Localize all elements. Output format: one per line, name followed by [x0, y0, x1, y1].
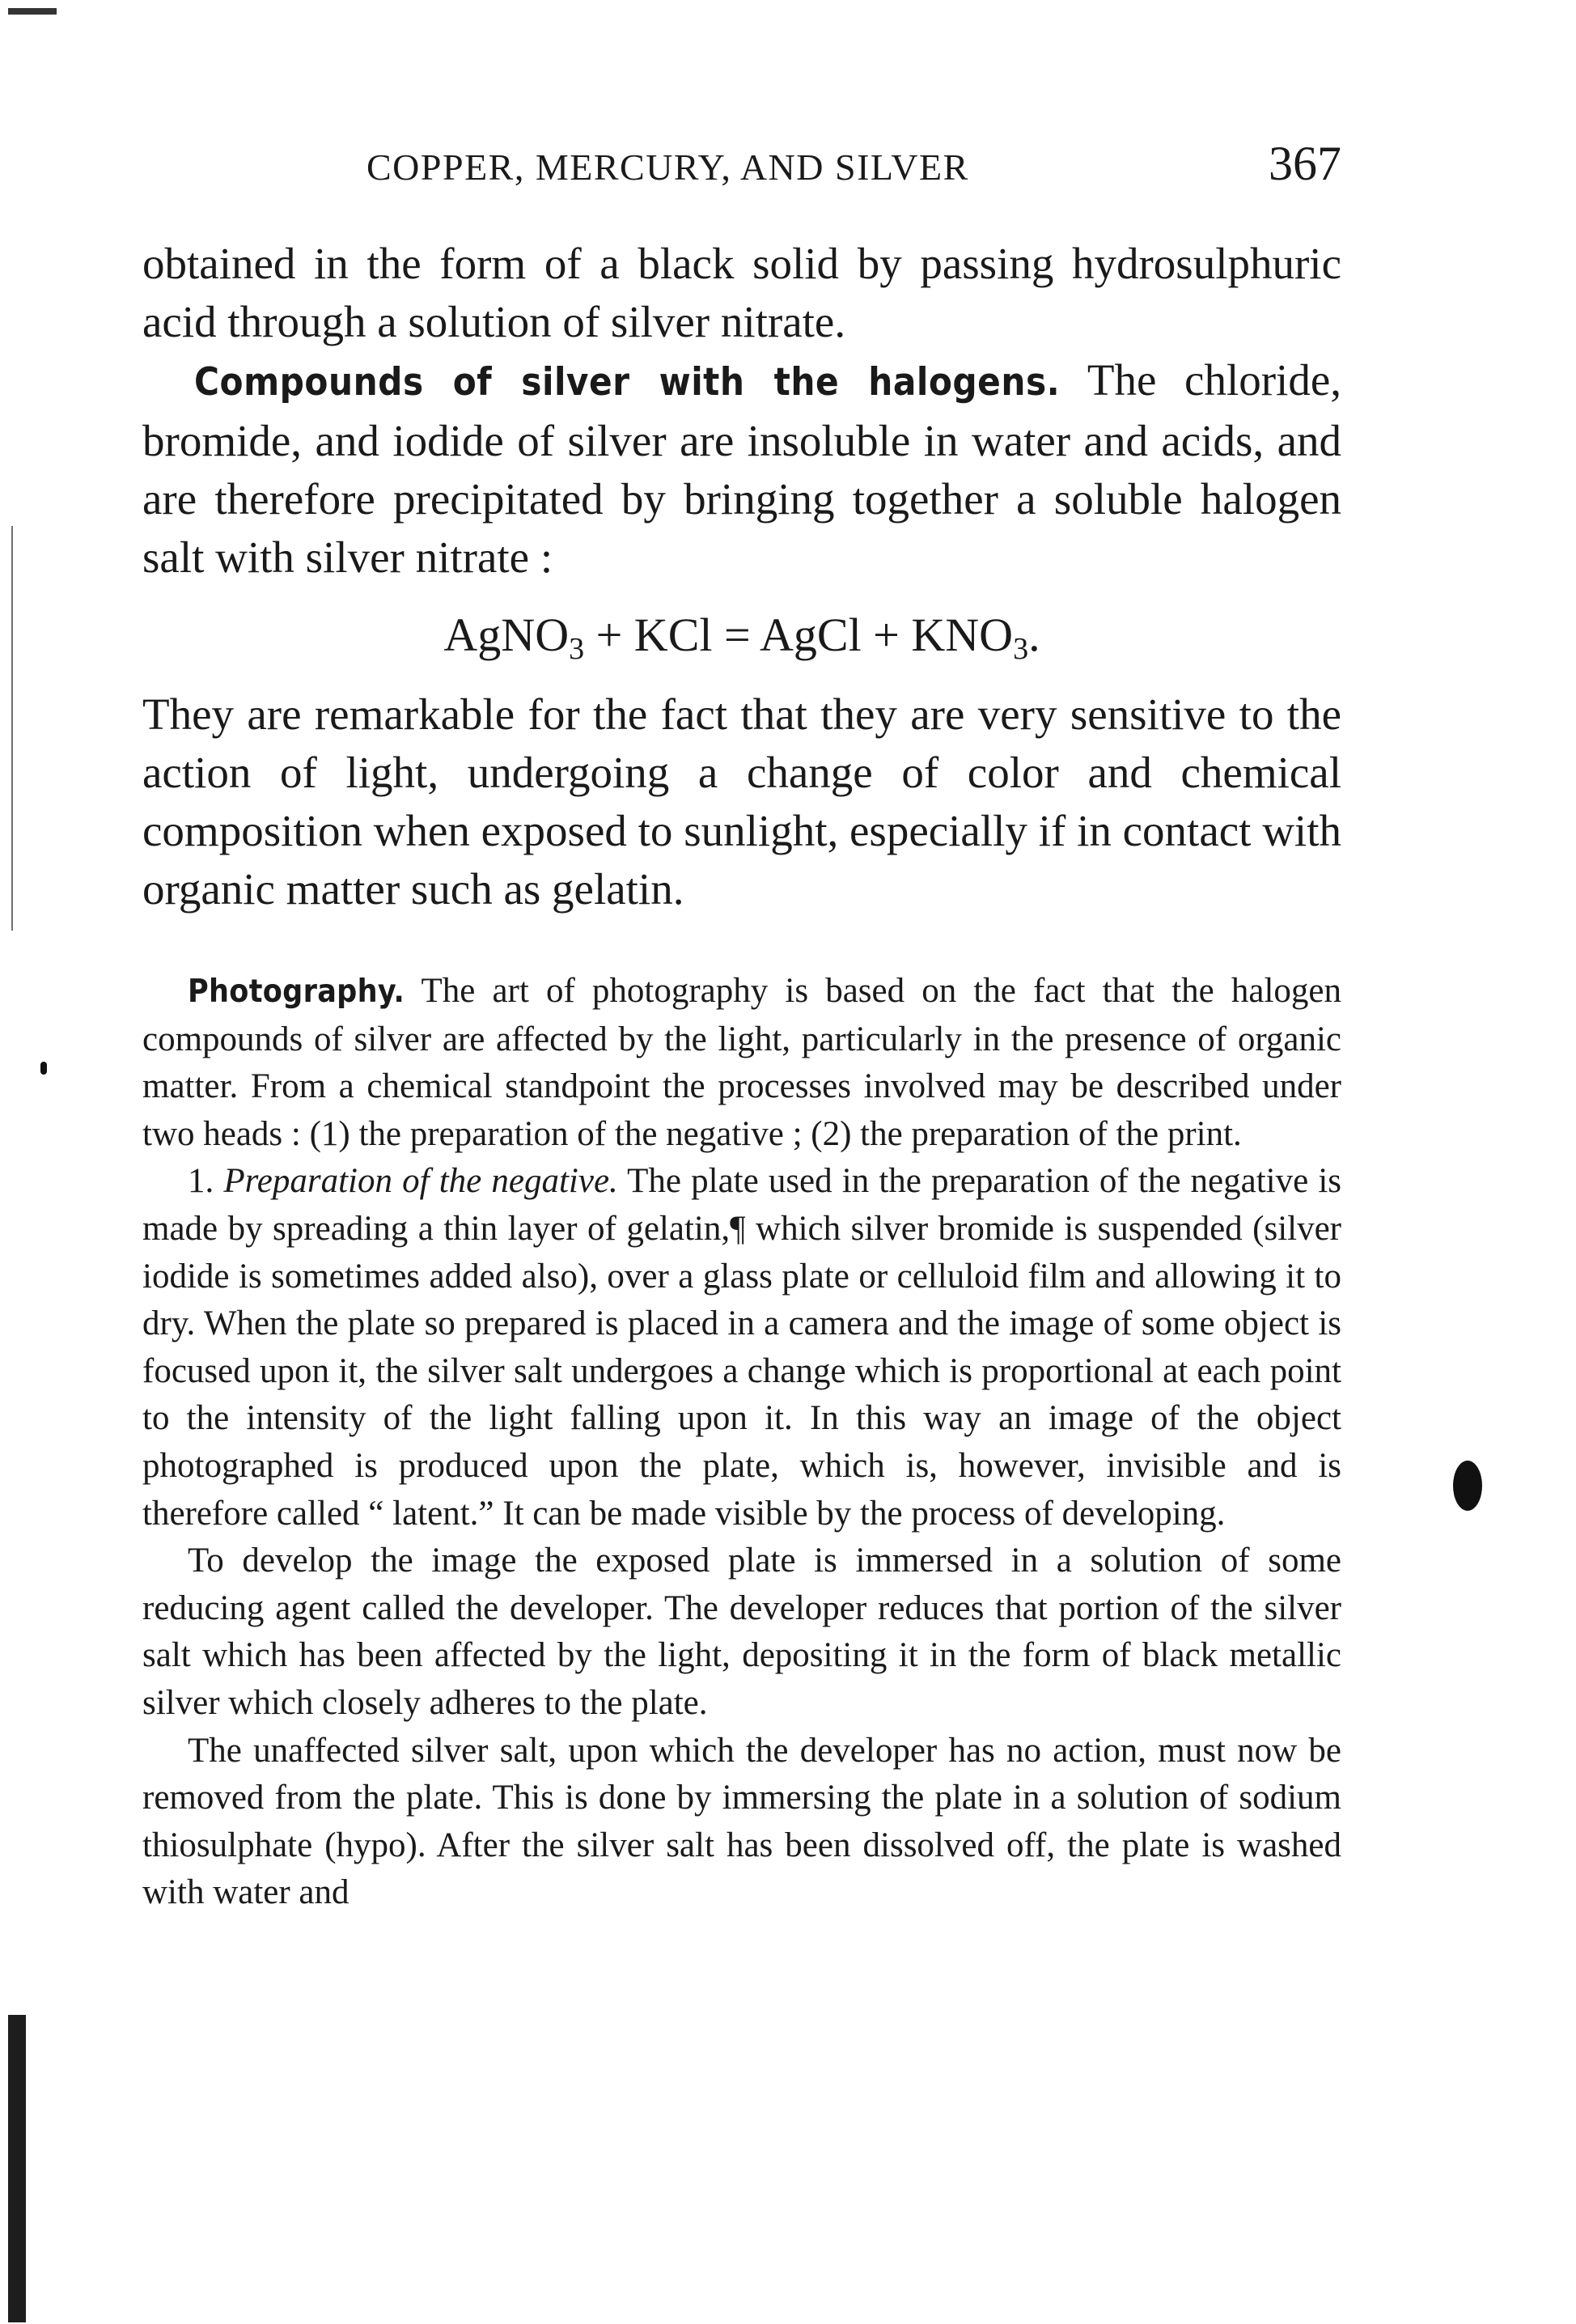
- paragraph-halogens: [142, 351, 1341, 587]
- equation-end: .: [1028, 609, 1040, 661]
- small-print-section: [142, 968, 1341, 1917]
- run-in-heading-photography: Photography.: [188, 973, 405, 1010]
- running-title: COPPER, MERCURY, AND SILVER: [366, 146, 969, 188]
- equation-sub-2: 3: [1013, 632, 1029, 666]
- section-number: 1.: [188, 1162, 214, 1201]
- scan-dot-left: [40, 1062, 47, 1075]
- page-number: 367: [1269, 137, 1341, 190]
- equation-sub-1: 3: [569, 632, 585, 666]
- running-head: [144, 136, 1341, 209]
- scan-mark-top-left: [8, 8, 57, 15]
- run-in-heading-halogens: Compounds of silver with the halogens.: [194, 360, 1061, 405]
- paragraph-negative: [142, 1158, 1341, 1537]
- paragraph-light-sensitivity: They are remarkable for the fact that they are very sensitive to the action of light, undergoing a change of color and chemical composition when exposed to sunlight, especially if in contact with organic matter such as gelatin.: [142, 689, 1341, 914]
- equation-lhs: AgNO: [443, 609, 570, 661]
- scan-mark-left-line: [11, 526, 13, 931]
- scan-blot-right: [1453, 1461, 1482, 1511]
- equation-middle: + KCl = AgCl + KNO: [584, 609, 1014, 661]
- paragraph-photography-text: The art of photography is based on the fact that the halogen compounds of silver are affected by the light, particularly in the presence of organic matter. From a chemical standpoint the processes involved may be described under two heads : (1) the preparation of the negative ; (2) the preparation of the print.: [142, 972, 1341, 1153]
- scan-mark-left-edge: [8, 2015, 26, 2322]
- run-in-heading-negative: Preparation of the negative.: [223, 1162, 618, 1201]
- paragraph-photography: [142, 968, 1341, 1158]
- paragraph-halogens-text: The chloride, bromide, and iodide of silver are insoluble in water and acids, and are therefore precipitated by bringing together a soluble halogen salt with silver nitrate :: [142, 355, 1341, 582]
- paragraph-developing: To develop the image the exposed plate is immersed in a solution of some reducing agent called the developer. The developer reduces that portion of the silver salt which has been affected by the light, depositing it in the form of black metallic silver which closely adheres to the plate.: [142, 1542, 1341, 1722]
- main-text: [142, 235, 1341, 918]
- paragraph-fixing: The unaffected silver salt, upon which the developer has no action, must now be removed from the plate. This is done by immersing the plate in a solution of sodium thiosulphate (hypo). After the silver salt has been dissolved off, the plate is washed with water and: [142, 1731, 1341, 1912]
- chemical-equation: [142, 603, 1341, 668]
- paragraph-negative-text: The plate used in the preparation of the negative is made by spreading a thin layer of gelatin,¶ which silver bromide is suspended (silver iodide is sometimes added also), over a glass plate or celluloid film and allowing it to dry. When the plate so prepared is placed in a camera and the image of some object is focused upon it, the silver salt undergoes a change which is proportional at each point to the intensity of the light falling upon it. In this way an image of the object photographed is produced upon the plate, which is, however, invisible and is therefore called “ latent.” It can be made visible by the process of developing.: [142, 1162, 1342, 1533]
- paragraph-continued: obtained in the form of a black solid by passing hydrosulphuric acid through a solution of silver nitrate.: [142, 239, 1341, 346]
